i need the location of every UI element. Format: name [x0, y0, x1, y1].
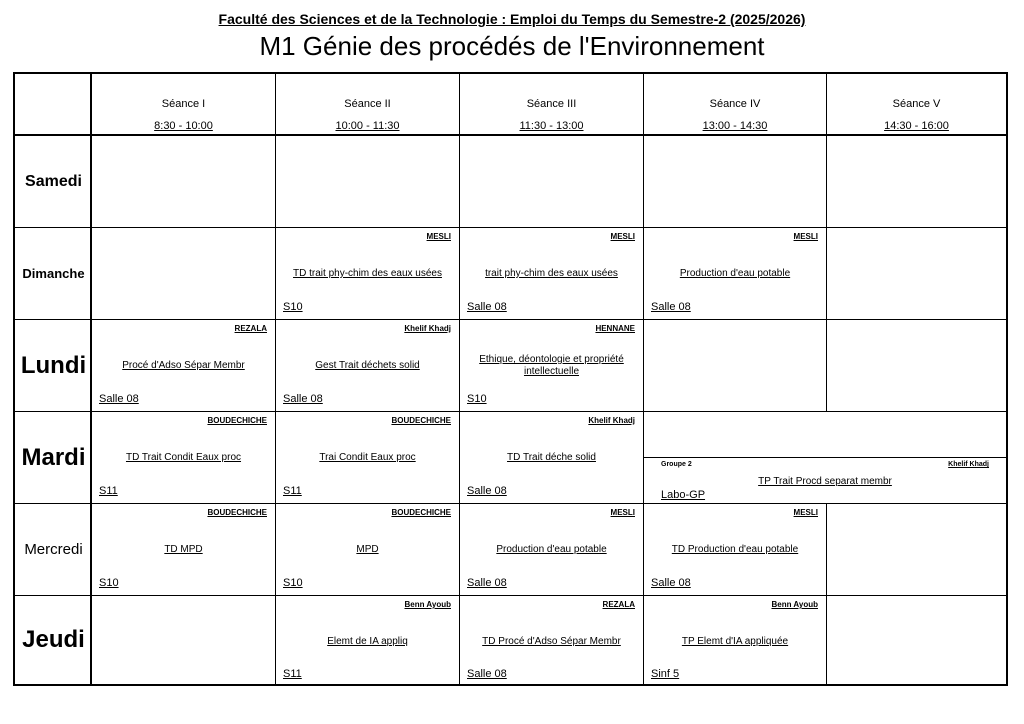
course-subject: Elemt de IA appliq [327, 636, 408, 647]
teacher-name: MESLI [793, 232, 818, 241]
faculty-header: Faculté des Sciences et de la Technologie : Emploi du Temps du Semestre-2 (2025/2026) [218, 11, 806, 27]
teacher-name: HENNANE [595, 324, 635, 333]
slot-lundi-s3[interactable] [460, 320, 643, 411]
room-label: Salle 08 [467, 668, 507, 680]
course-subject: Procé d'Adso Sépar Membr [122, 360, 245, 371]
course-subject: Production d'eau potable [496, 544, 607, 555]
room-label: Sinf 5 [651, 668, 680, 680]
room-label: S10 [283, 301, 303, 313]
teacher-name: MESLI [426, 232, 451, 241]
teacher-name: BOUDECHICHE [207, 508, 267, 517]
room-label: Labo-GP [661, 489, 706, 501]
room-label: Salle 08 [99, 393, 139, 405]
course-subject: Ethique, déontologie et propriété intellectuelle [479, 354, 624, 377]
course-subject: trait phy-chim des eaux usées [485, 268, 618, 279]
course-subject: TP Elemt d'IA appliquée [681, 636, 789, 647]
session-header-1: Séance I 8:30 - 10:00 [154, 98, 213, 132]
course-subject: MPD [356, 544, 379, 555]
timetable [13, 72, 1008, 686]
teacher-name: MESLI [793, 508, 818, 517]
teacher-name: BOUDECHICHE [391, 416, 451, 425]
room-label: S10 [467, 393, 487, 405]
day-samedi: Samedi [25, 172, 82, 190]
slot-dimanche-s4[interactable] [644, 228, 826, 319]
room-label: S10 [283, 577, 303, 589]
course-subject: TD MPD [164, 544, 203, 555]
room-label: Salle 08 [283, 393, 323, 405]
slot-mercredi-s3[interactable] [460, 504, 643, 595]
course-subject: Trai Condit Eaux proc [319, 452, 416, 463]
room-label: Salle 08 [651, 301, 691, 313]
slot-dimanche-s2[interactable] [276, 228, 459, 319]
course-subject: TD trait phy-chim des eaux usées [293, 268, 442, 279]
course-subject: TD Trait Condit Eaux proc [125, 452, 242, 463]
teacher-name: Benn Ayoub [404, 600, 451, 609]
day-dimanche: Dimanche [22, 266, 85, 281]
day-lundi: Lundi [20, 351, 87, 379]
room-label: Salle 08 [467, 577, 507, 589]
room-label: S10 [99, 577, 119, 589]
room-label: S11 [99, 485, 118, 497]
teacher-name: REZALA [602, 600, 635, 609]
slot-mercredi-s4[interactable] [644, 504, 826, 595]
session-header-2: Séance II 10:00 - 11:30 [335, 98, 400, 132]
teacher-name: MESLI [610, 232, 635, 241]
slot-jeudi-s3[interactable] [460, 596, 643, 684]
slot-mercredi-s1[interactable] [92, 504, 275, 595]
room-label: S11 [283, 485, 302, 497]
room-label: S11 [283, 668, 302, 680]
slot-jeudi-s4[interactable] [644, 596, 826, 684]
teacher-name: Benn Ayoub [771, 600, 818, 609]
slot-mardi-s1[interactable] [92, 412, 275, 503]
slot-jeudi-s2[interactable] [276, 596, 459, 684]
session-header-3: Séance III 11:30 - 13:00 [519, 98, 584, 132]
slot-dimanche-s3[interactable] [460, 228, 643, 319]
teacher-name: MESLI [610, 508, 635, 517]
course-subject: TD Trait déche solid [507, 452, 596, 463]
group-label: Groupe 2 [661, 461, 692, 468]
course-subject: Gest Trait déchets solid [315, 360, 420, 371]
course-subject: Production d'eau potable [679, 268, 791, 279]
day-jeudi: Jeudi [22, 626, 85, 653]
day-mardi: Mardi [21, 443, 86, 471]
teacher-name: BOUDECHICHE [391, 508, 451, 517]
room-label: Salle 08 [467, 301, 507, 313]
slot-lundi-s2[interactable] [276, 320, 459, 411]
session-header-5: Séance V 14:30 - 16:00 [884, 98, 949, 132]
course-subject: TP Trait Procd separat membr [758, 476, 892, 487]
teacher-name: Khelif Khadj [588, 416, 635, 425]
course-subject: TD Procé d'Adso Sépar Membr [482, 636, 621, 647]
slot-mercredi-s2[interactable] [276, 504, 459, 595]
session-header-4: Séance IV 13:00 - 14:30 [702, 98, 768, 132]
slot-mardi-tp-group2[interactable] [644, 458, 1006, 503]
teacher-name: Khelif Khadj [404, 324, 451, 333]
slot-mardi-s2[interactable] [276, 412, 459, 503]
slot-mardi-s3[interactable] [460, 412, 643, 503]
room-label: Salle 08 [467, 485, 507, 497]
slot-lundi-s1[interactable] [92, 320, 275, 411]
teacher-name: REZALA [234, 324, 267, 333]
teacher-name: BOUDECHICHE [207, 416, 267, 425]
day-mercredi: Mercredi [24, 541, 83, 558]
teacher-name: Khelif Khadj [948, 461, 989, 468]
program-title: M1 Génie des procédés de l'Environnement [259, 31, 765, 61]
course-subject: TD Production d'eau potable [671, 544, 799, 555]
room-label: Salle 08 [651, 577, 691, 589]
